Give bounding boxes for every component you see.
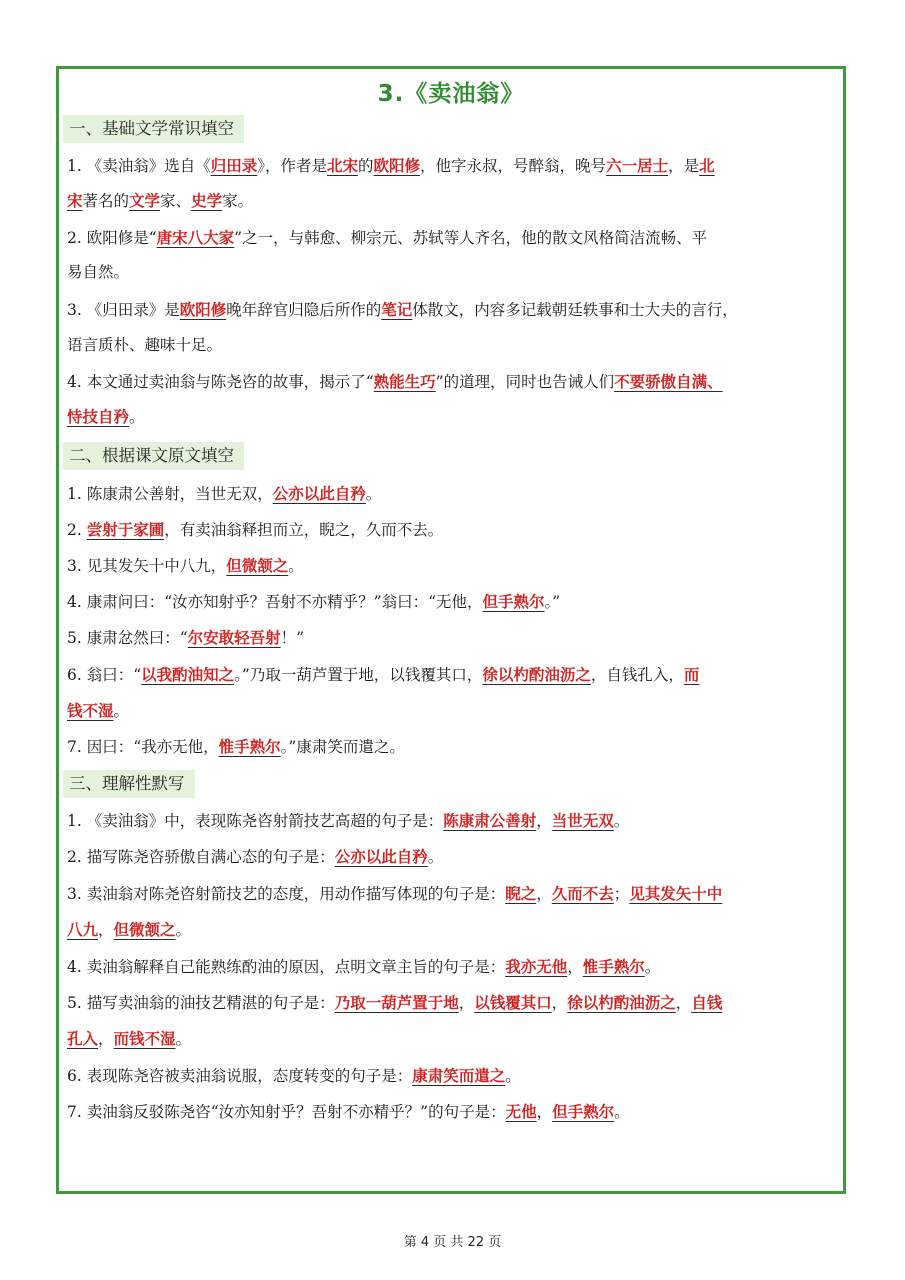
answer-blank: 六一居士 xyxy=(606,156,669,175)
answer-blank: 欧阳修 xyxy=(373,156,421,175)
answer-blank: 唐宋八大家 xyxy=(156,228,235,247)
text-line: 钱不湿。 xyxy=(67,701,130,720)
answer-blank: 欧阳修 xyxy=(179,300,227,319)
section-heading-fill-in-text: 二、根据课文原文填空 xyxy=(63,442,244,470)
text-line: 易自然。 xyxy=(67,263,130,281)
text-line: 语言质朴、趣味十足。 xyxy=(67,336,223,354)
answer-blank: 而钱不湿 xyxy=(113,1029,176,1048)
answer-blank: 当世无双 xyxy=(551,811,614,830)
answer-blank: 康肃笑而遣之 xyxy=(412,1066,506,1085)
text-line: 3. 《归田录》是欧阳修晚年辞官归隐后所作的笔记体散文，内容多记载朝廷轶事和士大夫的言行， xyxy=(67,300,738,319)
answer-blank: 乃取一葫芦置于地 xyxy=(334,993,459,1012)
text-line: 7. 卖油翁反驳陈尧咨“汝亦知射乎？吾射不亦精乎？”的句子是：无他，但手熟尔。 xyxy=(67,1102,630,1121)
answer-blank: 以我酌油知之 xyxy=(141,665,235,684)
text-line: 5. 康肃忿然曰：“尔安敢轻吾射！” xyxy=(67,628,305,647)
text-line: 2. 描写陈尧咨骄傲自满心态的句子是：公亦以此自矜。 xyxy=(67,847,444,866)
answer-blank: 孔入 xyxy=(67,1029,99,1048)
answer-blank: 但手熟尔 xyxy=(552,1102,615,1121)
answer-blank: 北 xyxy=(699,156,715,175)
answer-blank: 陈康肃公善射 xyxy=(443,811,537,830)
answer-blank: 恃技自矜 xyxy=(67,407,130,426)
text-line: 7. 因曰：“我亦无他，惟手熟尔。”康肃笑而遣之。 xyxy=(67,737,405,756)
text-line: 4. 本文通过卖油翁与陈尧咨的故事，揭示了“熟能生巧”的道理，同时也告诫人们不要骄傲自满、 xyxy=(67,372,723,391)
answer-blank: 宋 xyxy=(67,191,83,210)
answer-blank: 我亦无他 xyxy=(505,957,568,976)
answer-blank: 久而不去 xyxy=(551,884,614,903)
answer-blank: 钱不湿 xyxy=(67,701,114,720)
answer-blank: 八九 xyxy=(67,920,99,939)
text-line: 4. 卖油翁解释自己能熟练酌油的原因，点明文章主旨的句子是：我亦无他，惟手熟尔。 xyxy=(67,957,661,976)
section-heading-literary-knowledge: 一、基础文学常识填空 xyxy=(63,115,244,143)
answer-blank: 但手熟尔 xyxy=(482,592,545,611)
answer-blank: 尝射于家圃 xyxy=(86,520,165,539)
text-line: 孔入，而钱不湿。 xyxy=(67,1029,192,1048)
text-line: 1. 陈康肃公善射，当世无双，公亦以此自矜。 xyxy=(67,484,382,503)
answer-blank: 公亦以此自矜 xyxy=(334,847,428,866)
text-line: 恃技自矜。 xyxy=(67,407,145,426)
text-line: 3. 见其发矢十中八九，但微颔之。 xyxy=(67,556,304,575)
answer-blank: 徐以杓酌油沥之 xyxy=(567,993,676,1012)
answer-blank: 但微颔之 xyxy=(113,920,176,939)
text-line: 3. 卖油翁对陈尧咨射箭技艺的态度，用动作描写体现的句子是：睨之，久而不去；见其发矢十中 xyxy=(67,884,723,903)
text-line: 八九，但微颔之。 xyxy=(67,920,192,939)
answer-blank: 尔安敢轻吾射 xyxy=(187,628,281,647)
answer-blank: 而 xyxy=(683,665,700,684)
answer-blank: 但微颔之 xyxy=(226,556,289,575)
answer-blank: 史学 xyxy=(191,191,223,210)
text-line: 2. 欧阳修是“唐宋八大家”之一，与韩愈、柳宗元、苏轼等人齐名，他的散文风格简洁流畅、平 xyxy=(67,228,708,247)
text-line: 6. 翁曰：“以我酌油知之。”乃取一葫芦置于地，以钱覆其口，徐以杓酌油沥之，自钱孔入，而 xyxy=(67,665,700,684)
answer-blank: 北宋 xyxy=(327,156,359,175)
text-line: 2. 尝射于家圃，有卖油翁释担而立，睨之，久而不去。 xyxy=(67,520,444,539)
answer-blank: 惟手熟尔 xyxy=(218,737,281,756)
answer-blank: 徐以杓酌油沥之 xyxy=(482,665,591,684)
section-heading-comprehension-recitation: 三、理解性默写 xyxy=(63,770,195,798)
answer-blank: 归田录 xyxy=(210,156,258,175)
text-line: 1. 《卖油翁》选自《归田录》，作者是北宋的欧阳修，他字永叔，号醉翁，晚号六一居士，是北 xyxy=(67,156,715,175)
text-line: 宋著名的文学家、史学家。 xyxy=(67,191,254,210)
answer-blank: 熟能生巧 xyxy=(373,372,436,391)
answer-blank: 惟手熟尔 xyxy=(582,957,645,976)
answer-blank: 文学 xyxy=(129,191,161,210)
page-number: 第 4 页 共 22 页 xyxy=(403,1235,502,1250)
content-frame xyxy=(56,66,846,1194)
answer-blank: 公亦以此自矜 xyxy=(272,484,366,503)
text-line: 6. 表现陈尧咨被卖油翁说服，态度转变的句子是：康肃笑而遣之。 xyxy=(67,1066,521,1085)
answer-blank: 无他 xyxy=(505,1102,537,1121)
text-line: 1. 《卖油翁》中，表现陈尧咨射箭技艺高超的句子是：陈康肃公善射，当世无双。 xyxy=(67,811,630,830)
text-line: 5. 描写卖油翁的油技艺精湛的句子是：乃取一葫芦置于地，以钱覆其口，徐以杓酌油沥之，自钱 xyxy=(67,993,723,1012)
answer-blank: 不要骄傲自满、 xyxy=(614,372,723,391)
text-line: 4. 康肃问曰：“汝亦知射乎？吾射不亦精乎？”翁曰：“无他，但手熟尔。” xyxy=(67,592,561,611)
answer-blank: 睨之 xyxy=(505,884,537,903)
answer-blank: 笔记 xyxy=(381,300,413,319)
answer-blank: 见其发矢十中 xyxy=(629,884,723,903)
page-title: 3.《卖油翁》 xyxy=(377,81,525,107)
answer-blank: 自钱 xyxy=(691,993,723,1012)
answer-blank: 以钱覆其口 xyxy=(474,993,552,1012)
